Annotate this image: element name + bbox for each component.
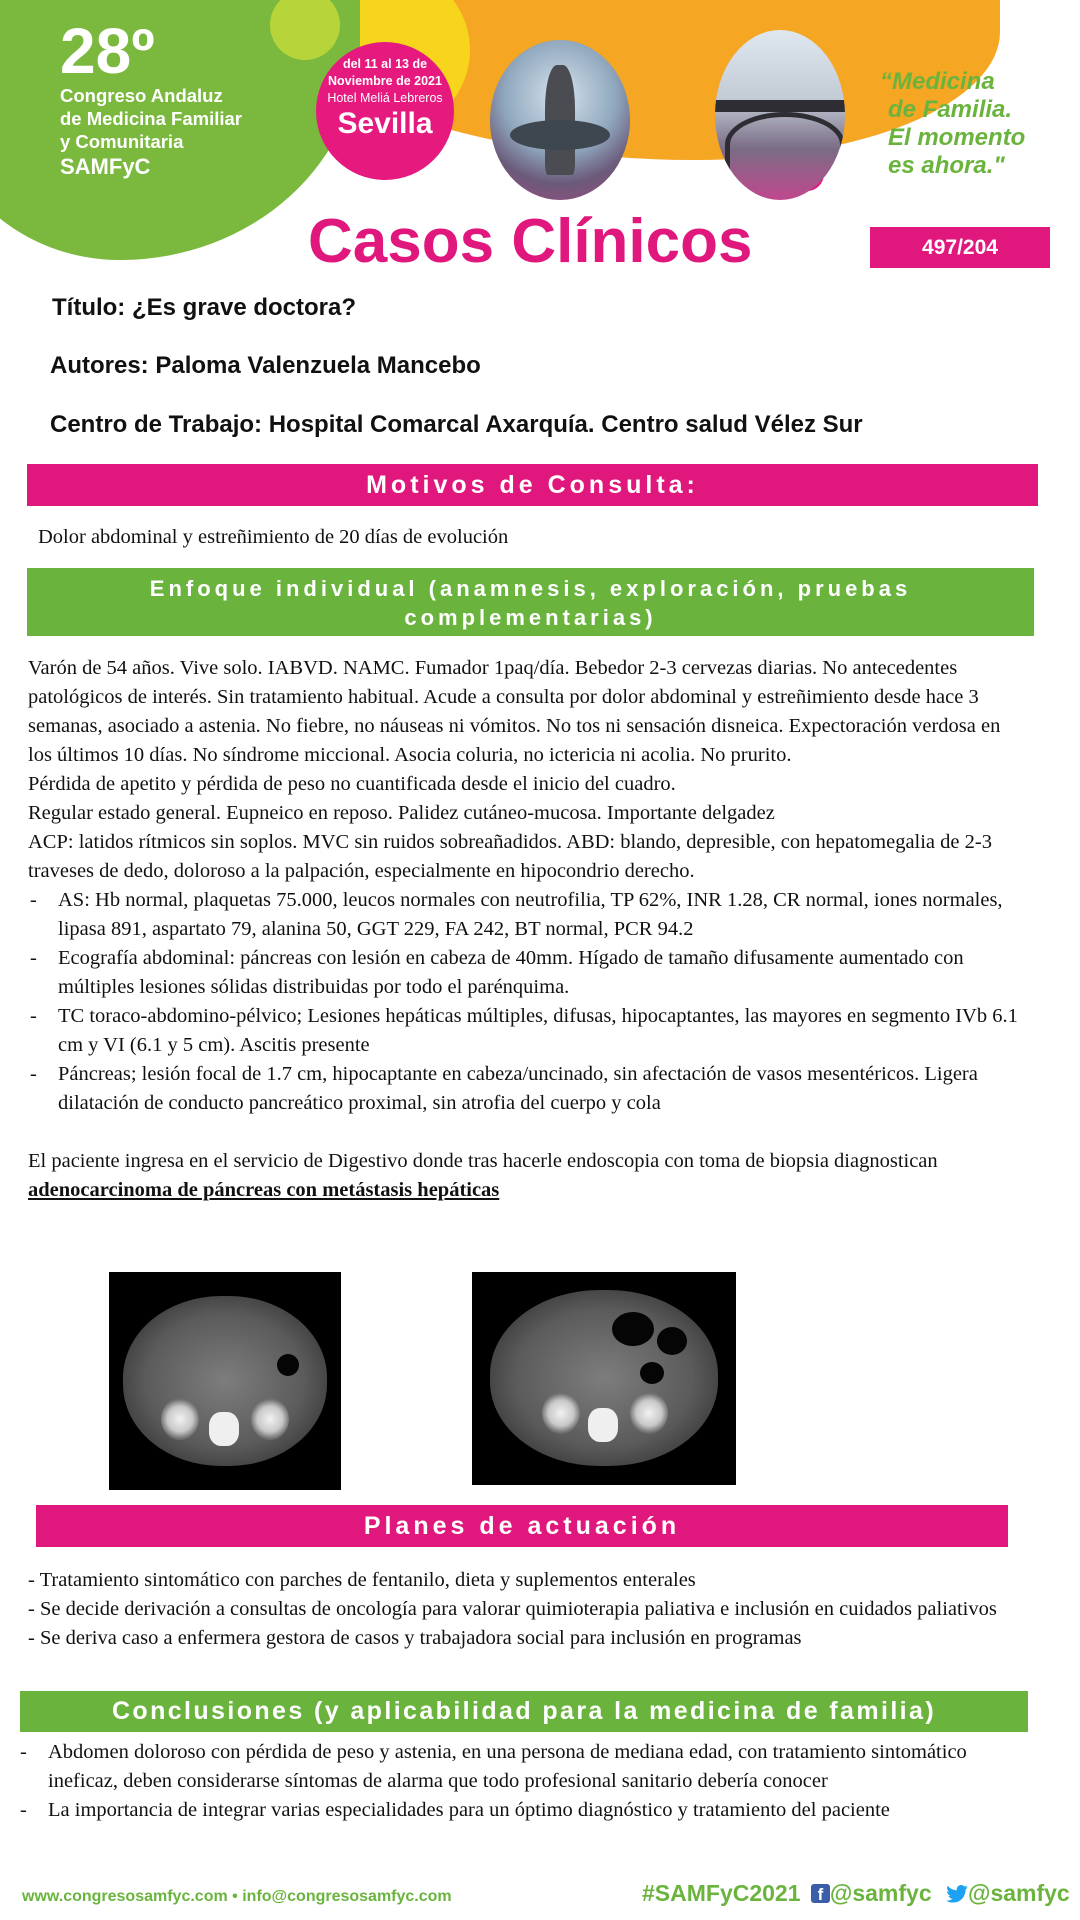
paragraph: Regular estado general. Eupneico en reposo. Palidez cutáneo-mucosa. Importante delgadez: [28, 802, 775, 824]
list-item: - La importancia de integrar varias especialidades para un óptimo diagnóstico y tratamiento del paciente: [18, 1796, 1018, 1825]
ct-scan-image-left: [109, 1272, 341, 1490]
case-workplace: Centro de Trabajo: Hospital Comarcal Axarquía. Centro salud Vélez Sur: [50, 411, 863, 438]
conclusiones-heading: Conclusiones (y aplicabilidad para la medicina de familia): [20, 1691, 1028, 1732]
slogan: “Medicina de Familia. El momento es ahora.": [880, 68, 1026, 179]
twitter-handle[interactable]: @samfyc: [968, 1880, 1070, 1906]
sevilla-monument-photo: [490, 40, 630, 200]
congress-name: Congreso Andaluz de Medicina Familiar y Comunitaria SAMFyC: [60, 85, 242, 179]
poster-title: Casos Clínicos: [308, 207, 753, 276]
diagnosis-highlight: adenocarcinoma de páncreas con metástasis hepáticas: [28, 1179, 500, 1201]
motivos-text: Dolor abdominal y estreñimiento de 20 días de evolución: [38, 526, 509, 548]
footer-social: [642, 1880, 1070, 1909]
case-title: Título: ¿Es grave doctora?: [52, 294, 357, 321]
enfoque-body: [28, 654, 1028, 1205]
website-link[interactable]: www.congresosamfyc.com: [22, 1888, 228, 1905]
paragraph: Varón de 54 años. Vive solo. IABVD. NAMC. Fumador 1paq/día. Bebedor 2-3 cervezas diarias. No antecedentes patológicos de interés. Sin tratamiento habitual. Acude a consulta por dolor abdominal y estreñimiento desde hace 3 semanas, asociado a astenia. No fiebre, no náuseas ni vómitos. No tos ni sensación disneica. Expectoración verdosa en los últimos 10 días. No síndrome miccional. Asocia coluria, no ictericia ni acolia. No prurito.: [28, 657, 1001, 766]
ct-scan-image-right: [472, 1272, 736, 1485]
facebook-icon[interactable]: f: [811, 1884, 830, 1903]
list-item: - Abdomen doloroso con pérdida de peso y astenia, en una persona de mediana edad, con tratamiento sintomático ineficaz, deben considerarse síntomas de alarma que todo profesional sanitario debería conocer: [18, 1738, 1018, 1796]
date-badge: del 11 al 13 de Noviembre de 2021 Hotel Meliá Lebreros Sevilla: [316, 42, 454, 180]
list-item: - Páncreas; lesión focal de 1.7 cm, hipocaptante en cabeza/uncinado, sin afectación de vasos mesentéricos. Ligera dilatación de conducto pancreático proximal, sin atrofia del cuerpo y cola: [28, 1060, 1028, 1118]
findings-list: [28, 886, 1028, 1118]
motivos-heading: Motivos de Consulta:: [27, 464, 1038, 506]
case-authors: Autores: Paloma Valenzuela Mancebo: [50, 352, 481, 379]
list-item: - Ecografía abdominal: páncreas con lesión en cabeza de 40mm. Hígado de tamaño difusamente aumentado con múltiples lesiones sólidas distribuidas por todo el parénquima.: [28, 944, 1028, 1002]
list-item: - TC toraco-abdomino-pélvico; Lesiones hepáticas múltiples, difusas, hipocaptantes, las mayores en segmento IVb 6.1 cm y VI (6.1 y 5 cm). Ascitis presente: [28, 1002, 1028, 1060]
enfoque-heading: Enfoque individual (anamnesis, exploración, pruebas complementarias): [27, 568, 1034, 636]
hashtag: #SAMFyC2021: [642, 1880, 801, 1906]
paragraph: ACP: latidos rítmicos sin soplos. MVC sin ruidos sobreañadidos. ABD: blando, depresible, con hepatomegalia de 2-3 traveses de dedo, doloroso a la palpación, especialmente en hipocondrio derecho.: [28, 831, 992, 882]
plan-line: - Se decide derivación a consultas de oncología para valorar quimioterapia paliativa e inclusión en cuidados paliativos: [28, 1598, 997, 1620]
list-item: - AS: Hb normal, plaquetas 75.000, leucos normales con neutrofilia, TP 62%, INR 1.28, CR normal, iones normales, lipasa 891, aspartato 79, alanina 50, GGT 229, FA 242, BT normal, PCR 94.2: [28, 886, 1028, 944]
city-label: Sevilla: [337, 107, 433, 140]
plan-line: - Tratamiento sintomático con parches de fentanilo, dieta y suplementos enterales: [28, 1569, 696, 1591]
plan-line: - Se deriva caso a enfermera gestora de casos y trabajadora social para inclusión en programas: [28, 1627, 802, 1649]
planes-body: [28, 1566, 1028, 1653]
header-orange-dot: [830, 12, 890, 72]
separator-dot: •: [232, 1888, 238, 1905]
paragraph: Pérdida de apetito y pérdida de peso no cuantificada desde el inicio del cuadro.: [28, 773, 676, 795]
diagnosis-paragraph: El paciente ingresa en el servicio de Digestivo donde tras hacerle endoscopia con toma de biopsia diagnostican adenocarcinoma de páncreas con metástasis hepáticas: [28, 1150, 938, 1201]
case-code-badge: 497/204: [870, 227, 1050, 268]
footer-contact: [22, 1888, 452, 1906]
email-link[interactable]: info@congresosamfyc.com: [242, 1888, 452, 1905]
congress-number: 28º: [60, 15, 155, 87]
congress-logo: [60, 15, 242, 181]
sevilla-bridge-photo: [715, 30, 845, 200]
twitter-icon[interactable]: [946, 1882, 968, 1909]
facebook-handle[interactable]: @samfyc: [829, 1880, 932, 1906]
planes-heading: Planes de actuación: [36, 1505, 1008, 1547]
conclusiones-body: [18, 1738, 1018, 1825]
conclusions-list: [18, 1738, 1018, 1825]
